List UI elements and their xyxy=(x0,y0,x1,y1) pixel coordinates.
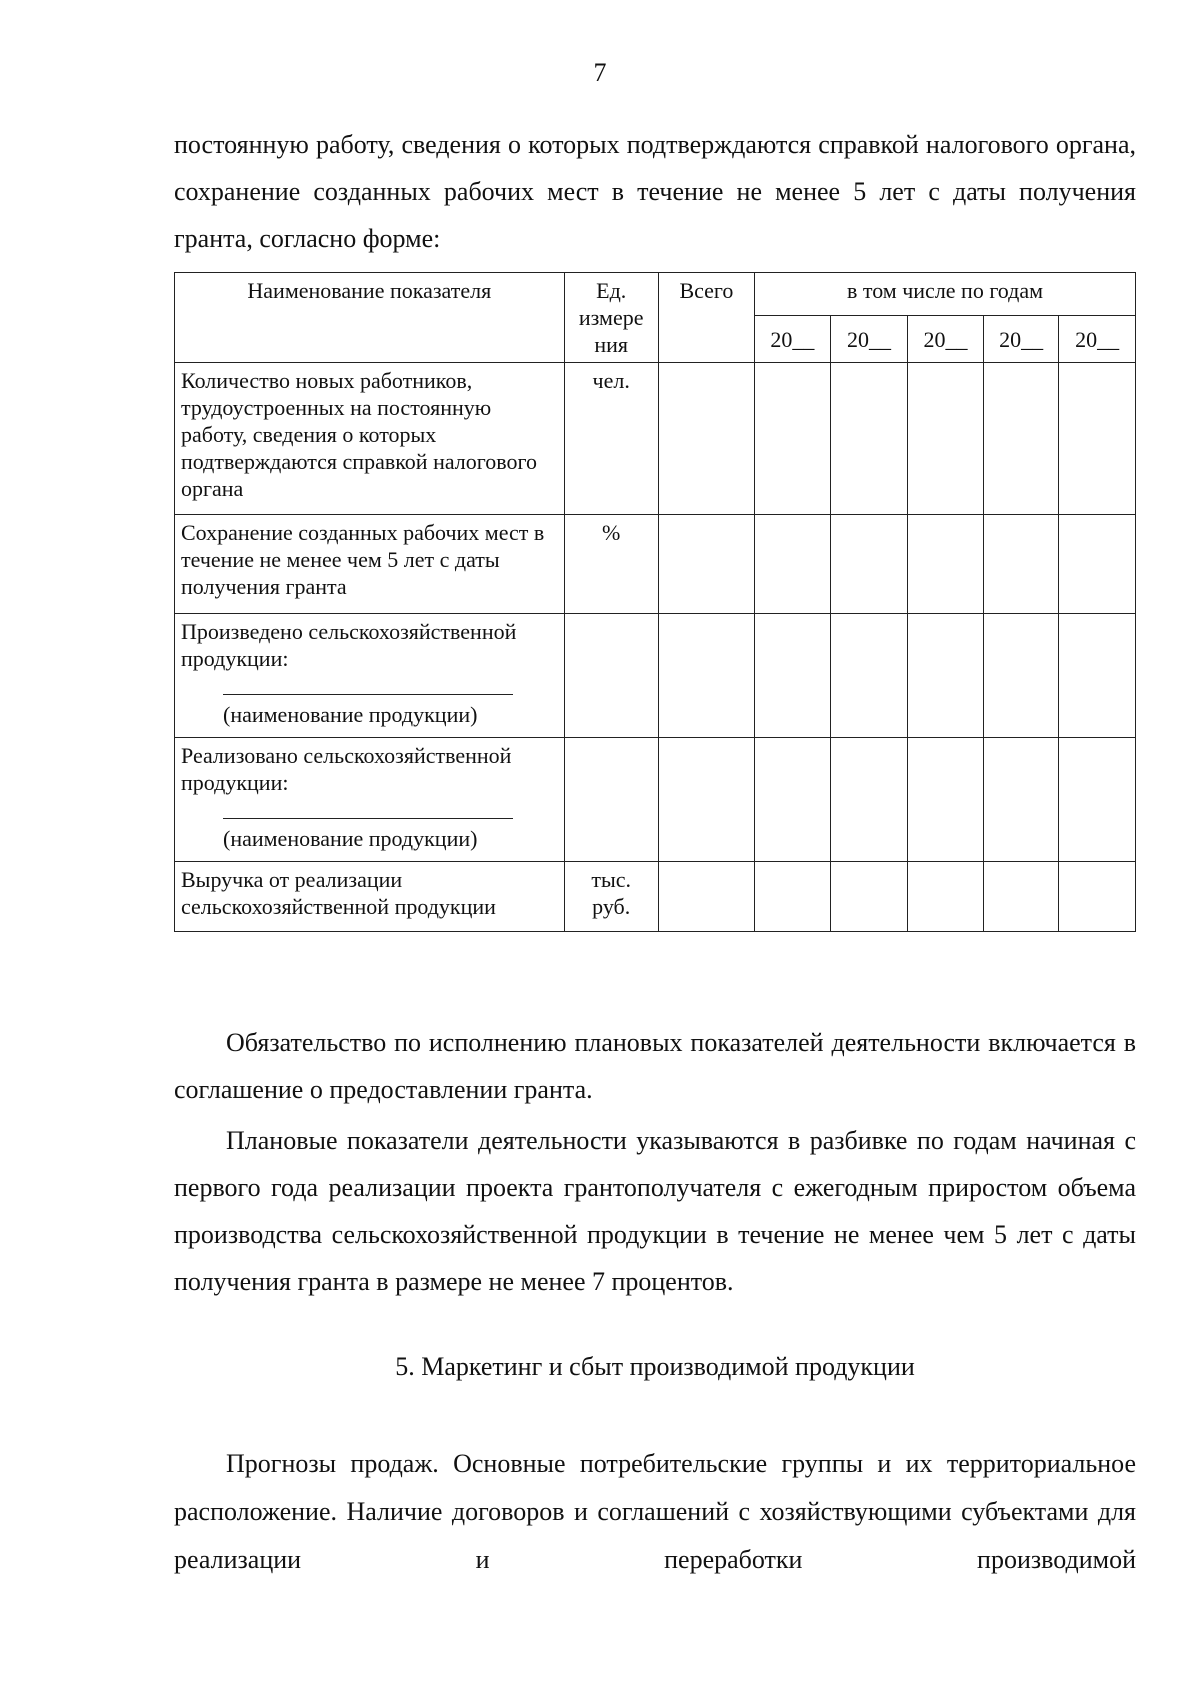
table-row xyxy=(175,614,1136,738)
indicator-name-cell xyxy=(175,614,565,738)
year-cell xyxy=(908,738,984,862)
total-cell xyxy=(658,363,754,515)
product-name-blank-line xyxy=(223,806,513,819)
unit-cell xyxy=(564,614,658,738)
header-indicator: Наименование показателя xyxy=(175,273,565,363)
year-cell xyxy=(755,363,831,515)
product-name-caption: (наименование продукции) xyxy=(223,702,478,727)
unit-cell: тыс. руб. xyxy=(564,862,658,932)
year-cell xyxy=(1059,515,1136,614)
total-cell xyxy=(658,515,754,614)
unit-cell xyxy=(564,738,658,862)
year-cell xyxy=(830,363,908,515)
header-year: 20__ xyxy=(830,316,908,363)
year-cell xyxy=(830,515,908,614)
indicator-name: Выручка от реализации сельскохозяйственной продукции xyxy=(175,862,565,932)
year-cell xyxy=(830,614,908,738)
indicator-name: Реализовано сельскохозяйственной продукции: xyxy=(181,743,512,795)
year-cell xyxy=(908,363,984,515)
table-row xyxy=(175,515,1136,614)
total-cell xyxy=(658,862,754,932)
year-cell xyxy=(983,614,1059,738)
year-cell xyxy=(983,363,1059,515)
unit-cell: чел. xyxy=(564,363,658,515)
year-cell xyxy=(755,862,831,932)
year-cell xyxy=(1059,363,1136,515)
year-cell xyxy=(755,515,831,614)
planned-indicators-paragraph: Плановые показатели деятельности указываются в разбивке по годам начиная с первого года реализации проекта грантополучателя с ежегодным приростом объема производства сельскохозяйственной продукции в течение не менее чем 5 лет с даты получения гранта в размере не менее 7 процентов. xyxy=(174,1126,1136,1296)
year-cell xyxy=(983,738,1059,862)
header-year: 20__ xyxy=(755,316,831,363)
year-cell xyxy=(983,862,1059,932)
product-name-blank-line xyxy=(223,682,513,695)
year-cell xyxy=(1059,614,1136,738)
year-cell xyxy=(830,862,908,932)
table-row xyxy=(175,862,1136,932)
year-cell xyxy=(1059,738,1136,862)
table-row xyxy=(175,363,1136,515)
total-cell xyxy=(658,614,754,738)
table-row xyxy=(175,738,1136,862)
header-unit: Ед. измере ния xyxy=(564,273,658,363)
year-cell xyxy=(1059,862,1136,932)
year-cell xyxy=(908,862,984,932)
marketing-paragraph: Прогнозы продаж. Основные потребительские группы и их территориальное расположение. Наличие договоров и соглашений с хозяйствующими субъектами для реализации и переработки производимой xyxy=(174,1449,1136,1574)
obligation-paragraph: Обязательство по исполнению плановых показателей деятельности включается в соглашение о предоставлении гранта. xyxy=(174,1028,1136,1104)
year-cell xyxy=(908,614,984,738)
year-cell xyxy=(983,515,1059,614)
header-year: 20__ xyxy=(1059,316,1136,363)
header-total: Всего xyxy=(658,273,754,363)
section-title: 5. Маркетинг и сбыт производимой продукции xyxy=(395,1352,915,1381)
header-by-years: в том числе по годам xyxy=(755,273,1136,316)
indicator-name-cell xyxy=(175,738,565,862)
intro-paragraph: постоянную работу, сведения о которых подтверждаются справкой налогового органа, сохранение созданных рабочих мест в течение не менее 5 лет с даты получения гранта, согласно форме: xyxy=(174,130,1136,253)
year-cell xyxy=(755,738,831,862)
header-year: 20__ xyxy=(908,316,984,363)
page-number: 7 xyxy=(593,58,607,87)
indicator-name: Произведено сельскохозяйственной продукции: xyxy=(181,619,517,671)
indicator-name: Количество новых работников, трудоустроенных на постоянную работу, сведения о которых подтверждаются справкой налогового органа xyxy=(175,363,565,515)
year-cell xyxy=(908,515,984,614)
product-name-caption: (наименование продукции) xyxy=(223,826,478,851)
total-cell xyxy=(658,738,754,862)
year-cell xyxy=(830,738,908,862)
indicator-name: Сохранение созданных рабочих мест в течение не менее чем 5 лет с даты получения гранта xyxy=(175,515,565,614)
unit-cell: % xyxy=(564,515,658,614)
indicators-form-table xyxy=(174,272,1136,932)
header-year: 20__ xyxy=(983,316,1059,363)
year-cell xyxy=(755,614,831,738)
